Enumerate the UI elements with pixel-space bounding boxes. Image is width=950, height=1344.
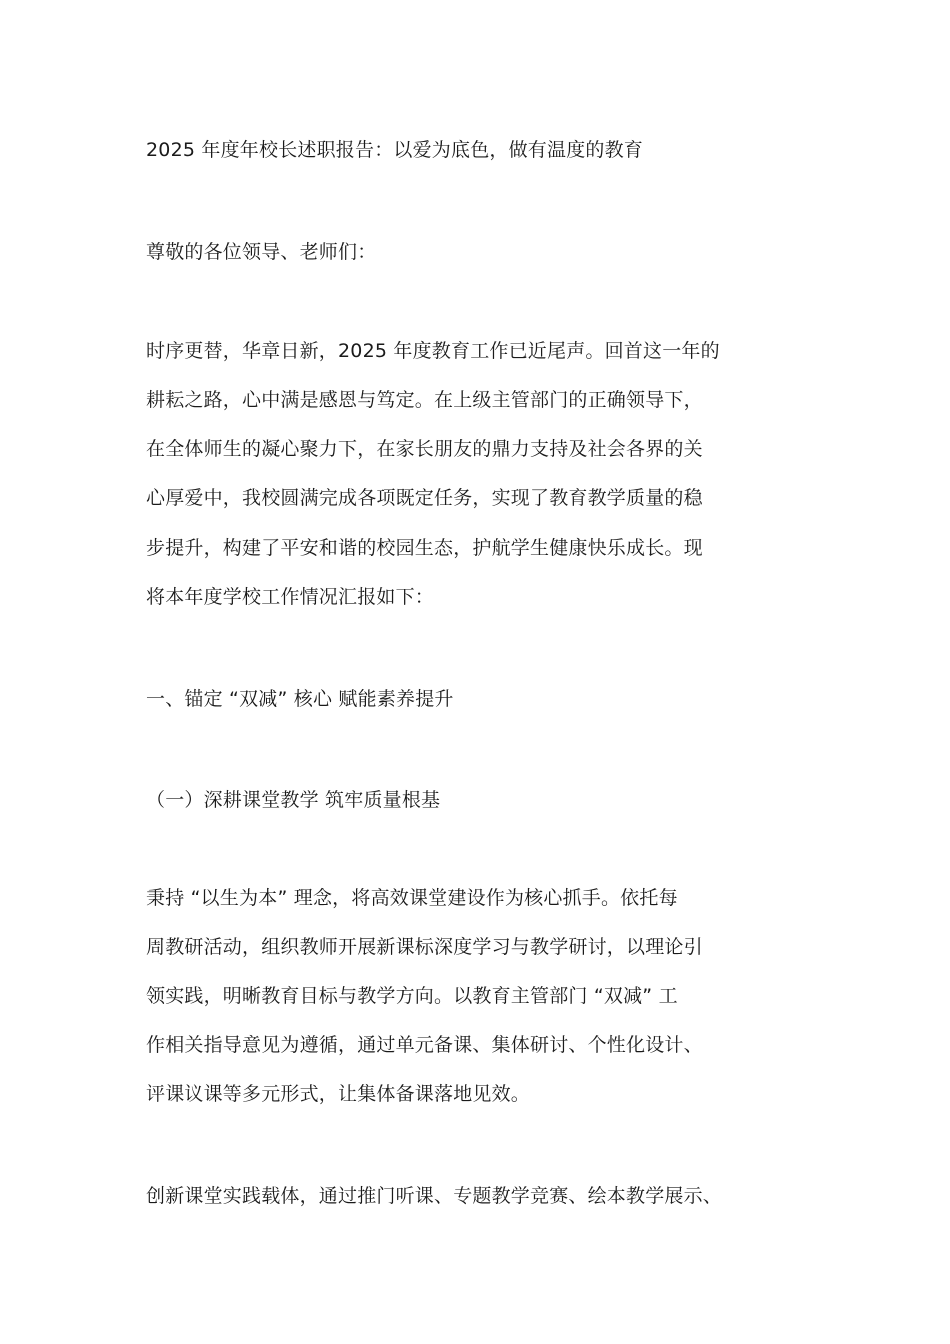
paragraph-line: 秉持 “以生为本” 理念，将高效课堂建设作为核心抓手。依托每 bbox=[146, 887, 678, 909]
subsection-heading: （一）深耕课堂教学 筑牢质量根基 bbox=[146, 789, 441, 811]
document-title: 2025 年度年校长述职报告：以爱为底色，做有温度的教育 bbox=[146, 139, 643, 161]
section-heading: 一、锚定 “双减” 核心 赋能素养提升 bbox=[146, 688, 454, 710]
paragraph-line: 周教研活动，组织教师开展新课标深度学习与教学研讨，以理论引 bbox=[146, 936, 703, 958]
salutation: 尊敬的各位领导、老师们： bbox=[146, 241, 377, 263]
intro-line: 耕耘之路，心中满是感恩与笃定。在上级主管部门的正确领导下， bbox=[146, 389, 703, 411]
intro-line: 在全体师生的凝心聚力下，在家长朋友的鼎力支持及社会各界的关 bbox=[146, 438, 703, 460]
intro-line: 时序更替，华章日新，2025 年度教育工作已近尾声。回首这一年的 bbox=[146, 340, 720, 362]
paragraph-line: 作相关指导意见为遵循，通过单元备课、集体研讨、个性化设计、 bbox=[146, 1034, 703, 1056]
intro-line: 将本年度学校工作情况汇报如下： bbox=[146, 586, 435, 608]
intro-line: 步提升，构建了平安和谐的校园生态，护航学生健康快乐成长。现 bbox=[146, 537, 703, 559]
paragraph-line: 创新课堂实践载体，通过推门听课、专题教学竞赛、绘本教学展示、 bbox=[146, 1185, 723, 1207]
intro-line: 心厚爱中，我校圆满完成各项既定任务，实现了教育教学质量的稳 bbox=[146, 487, 703, 509]
paragraph-line: 领实践，明晰教育目标与教学方向。以教育主管部门 “双减” 工 bbox=[146, 985, 678, 1007]
paragraph-line: 评课议课等多元形式，让集体备课落地见效。 bbox=[146, 1083, 531, 1105]
